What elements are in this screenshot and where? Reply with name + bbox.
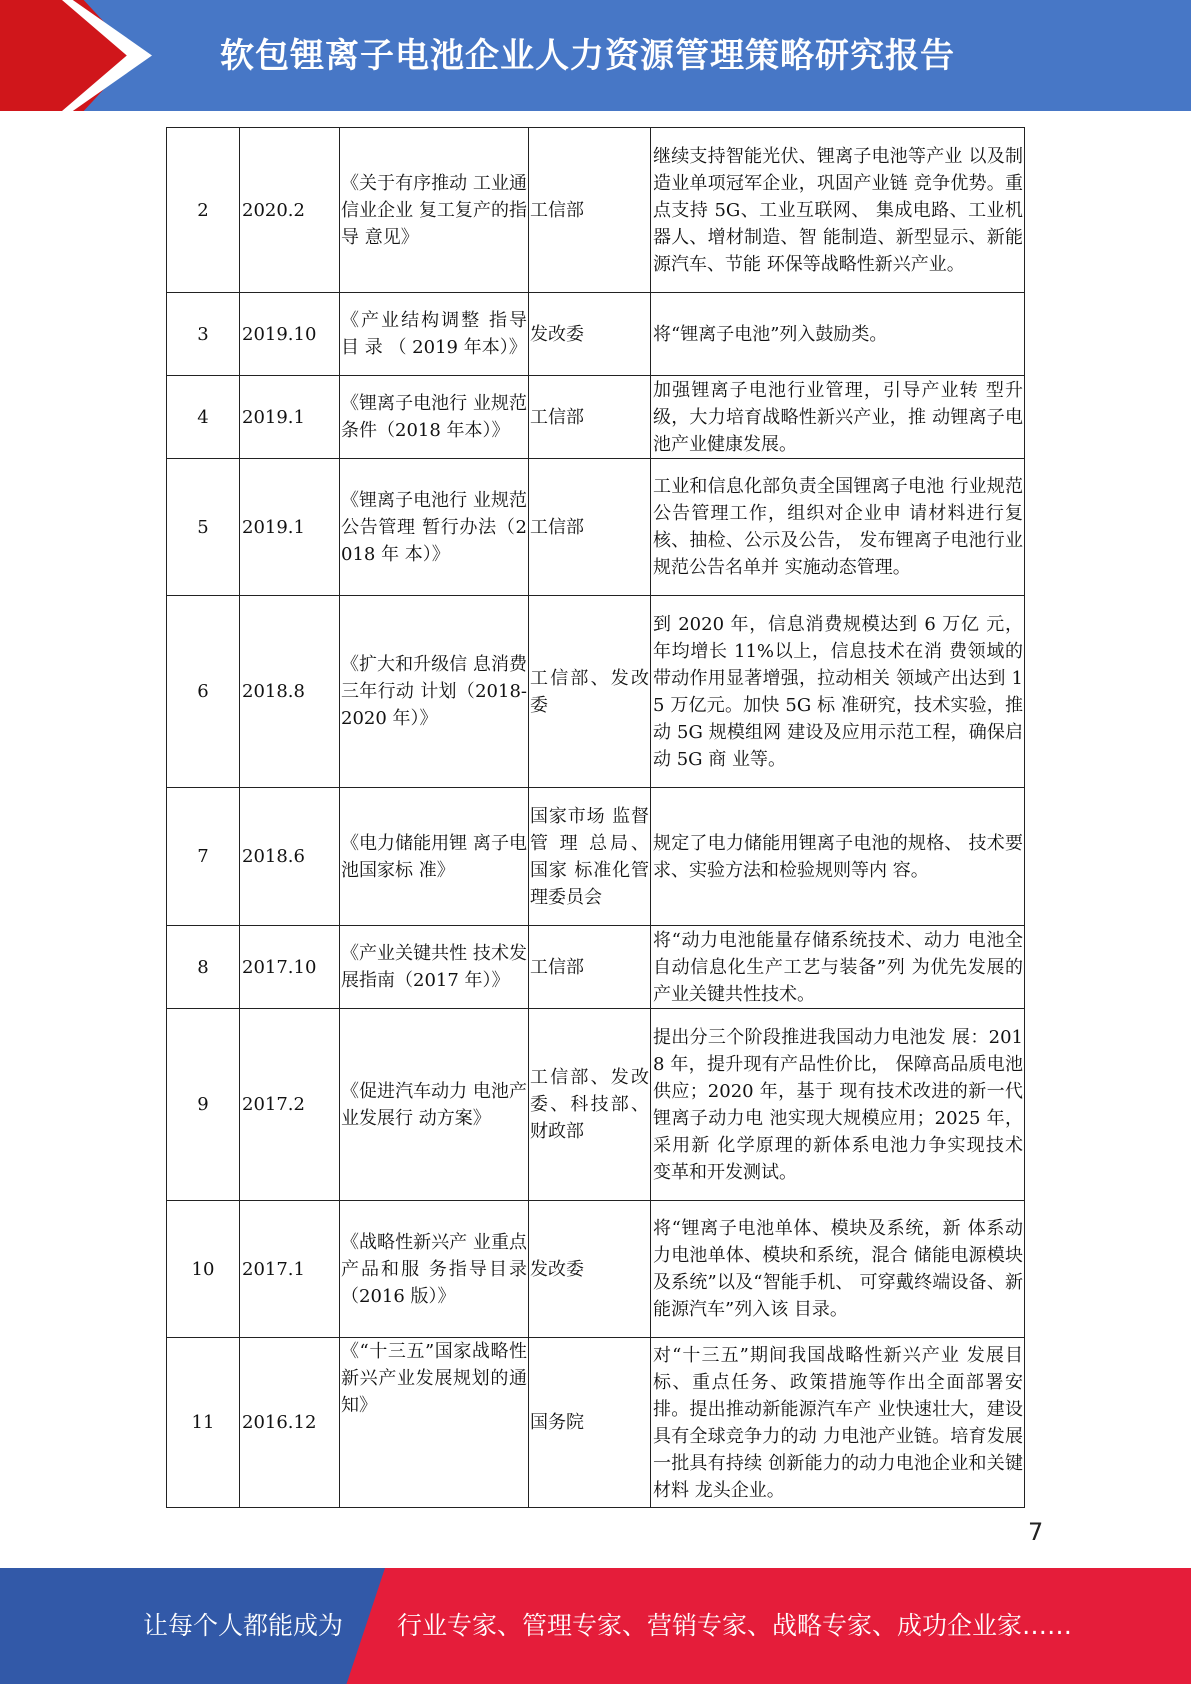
row-department: 工信部 xyxy=(529,459,651,596)
row-content: 规定了电力储能用锂离子电池的规格、 技术要求、实验方法和检验规则等内 容。 xyxy=(651,788,1025,926)
table-row xyxy=(167,376,1025,459)
table-row xyxy=(167,596,1025,788)
row-policy-name: 《产业结构调整 指导 目 录 （ 2019 年本）》 xyxy=(340,293,529,376)
row-date: 2019.1 xyxy=(240,459,340,596)
row-date: 2020.2 xyxy=(240,128,340,293)
table-row xyxy=(167,293,1025,376)
row-policy-name: 《锂离子电池行 业规范条件（2018 年本）》 xyxy=(340,376,529,459)
row-number: 5 xyxy=(167,459,240,596)
row-date: 2019.10 xyxy=(240,293,340,376)
row-number: 3 xyxy=(167,293,240,376)
row-policy-name: 《产业关键共性 技术发展指南（2017 年）》 xyxy=(340,926,529,1009)
row-content: 对“十三五”期间我国战略性新兴产业 发展目标、重点任务、政策措施等作出全面部署安排。提出推动新能源汽车产 业快速壮大，建设具有全球竞争力的动 力电池产业链。培育发展一批具有持续 创新能力的动力电池企业和关键材料 龙头企业。 xyxy=(651,1338,1025,1508)
row-policy-name: 《战略性新兴产 业重点产品和服 务指导目录（2016 版）》 xyxy=(340,1201,529,1338)
row-date: 2017.1 xyxy=(240,1201,340,1338)
row-number: 7 xyxy=(167,788,240,926)
table-row xyxy=(167,459,1025,596)
table-row xyxy=(167,788,1025,926)
row-date: 2016.12 xyxy=(240,1338,340,1508)
row-number: 2 xyxy=(167,128,240,293)
row-date: 2019.1 xyxy=(240,376,340,459)
page-number: 7 xyxy=(1028,1518,1044,1546)
row-date: 2017.10 xyxy=(240,926,340,1009)
table-row xyxy=(167,926,1025,1009)
row-policy-name: 《关于有序推动 工业通信业企业 复工复产的指导 意见》 xyxy=(340,128,529,293)
table-row xyxy=(167,1009,1025,1201)
row-date: 2018.8 xyxy=(240,596,340,788)
row-number: 10 xyxy=(167,1201,240,1338)
row-policy-name: 《电力储能用锂 离子电池国家标 准》 xyxy=(340,788,529,926)
row-content: 到 2020 年，信息消费规模达到 6 万亿 元，年均增长 11%以上，信息技术在消 费领域的带动作用显著增强，拉动相关 领域产出达到 15 万亿元。加快 5G 标 准研究，技术实验，推动 5G 规模组网 建设及应用示范工程，确保启动 5G 商 业等。 xyxy=(651,596,1025,788)
row-number: 9 xyxy=(167,1009,240,1201)
page-header xyxy=(0,0,1191,111)
row-policy-name: 《锂离子电池行 业规范公告管理 暂行办法（2018 年 本）》 xyxy=(340,459,529,596)
row-content: 将“动力电池能量存储系统技术、动力 电池全自动信息化生产工艺与装备”列 为优先发展的产业关键共性技术。 xyxy=(651,926,1025,1009)
row-date: 2018.6 xyxy=(240,788,340,926)
row-department: 国务院 xyxy=(529,1338,651,1508)
row-department: 工信部 xyxy=(529,128,651,293)
header-red-arrow xyxy=(0,0,135,111)
row-department: 发改委 xyxy=(529,1201,651,1338)
row-content: 提出分三个阶段推进我国动力电池发 展：2018 年，提升现有产品性价比， 保障高品质电池供应；2020 年，基于 现有技术改进的新一代锂离子动力电 池实现大规模应用；2025 年，采用新 化学原理的新体系电池力争实现技术 变革和开发测试。 xyxy=(651,1009,1025,1201)
policy-table xyxy=(166,127,1025,1508)
row-department: 工信部、发改委 xyxy=(529,596,651,788)
row-policy-name: 《“十三五”国家战略性新兴产业发展规划的通知》 xyxy=(340,1338,529,1508)
report-title: 软包锂离子电池企业人力资源管理策略研究报告 xyxy=(220,36,955,76)
row-department: 工信部 xyxy=(529,376,651,459)
row-content: 加强锂离子电池行业管理，引导产业转 型升级，大力培育战略性新兴产业，推 动锂离子电池产业健康发展。 xyxy=(651,376,1025,459)
table-row xyxy=(167,1201,1025,1338)
row-policy-name: 《促进汽车动力 电池产业发展行 动方案》 xyxy=(340,1009,529,1201)
row-content: 将“锂离子电池单体、模块及系统，新 体系动力电池单体、模块和系统，混合 储能电源模块及系统”以及“智能手机、 可穿戴终端设备、新能源汽车”列入该 目录。 xyxy=(651,1201,1025,1338)
table-row xyxy=(167,128,1025,293)
row-department: 国家市场 监督 管 理 总局、国家 标准化管 理委员会 xyxy=(529,788,651,926)
page-footer xyxy=(0,1568,1191,1684)
row-number: 4 xyxy=(167,376,240,459)
row-department: 工信部 xyxy=(529,926,651,1009)
row-department: 工信部、发改委、科技部、财政部 xyxy=(529,1009,651,1201)
row-number: 8 xyxy=(167,926,240,1009)
row-date: 2017.2 xyxy=(240,1009,340,1201)
row-policy-name: 《扩大和升级信 息消费三年行动 计划（2018-2020 年）》 xyxy=(340,596,529,788)
row-content: 将“锂离子电池”列入鼓励类。 xyxy=(651,293,1025,376)
footer-slogan-left: 让每个人都能成为 xyxy=(143,1611,344,1640)
footer-slogan-right: 行业专家、管理专家、营销专家、战略专家、成功企业家…… xyxy=(397,1611,1073,1640)
row-number: 11 xyxy=(167,1338,240,1508)
row-number: 6 xyxy=(167,596,240,788)
row-department: 发改委 xyxy=(529,293,651,376)
row-content: 工业和信息化部负责全国锂离子电池 行业规范公告管理工作，组织对企业申 请材料进行复核、抽检、公示及公告， 发布锂离子电池行业规范公告名单并 实施动态管理。 xyxy=(651,459,1025,596)
table-row xyxy=(167,1338,1025,1508)
row-content: 继续支持智能光伏、锂离子电池等产业 以及制造业单项冠军企业，巩固产业链 竞争优势。重点支持 5G、工业互联网、 集成电路、工业机器人、增材制造、智 能制造、新型显示、新能源汽车、节能 环保等战略性新兴产业。 xyxy=(651,128,1025,293)
